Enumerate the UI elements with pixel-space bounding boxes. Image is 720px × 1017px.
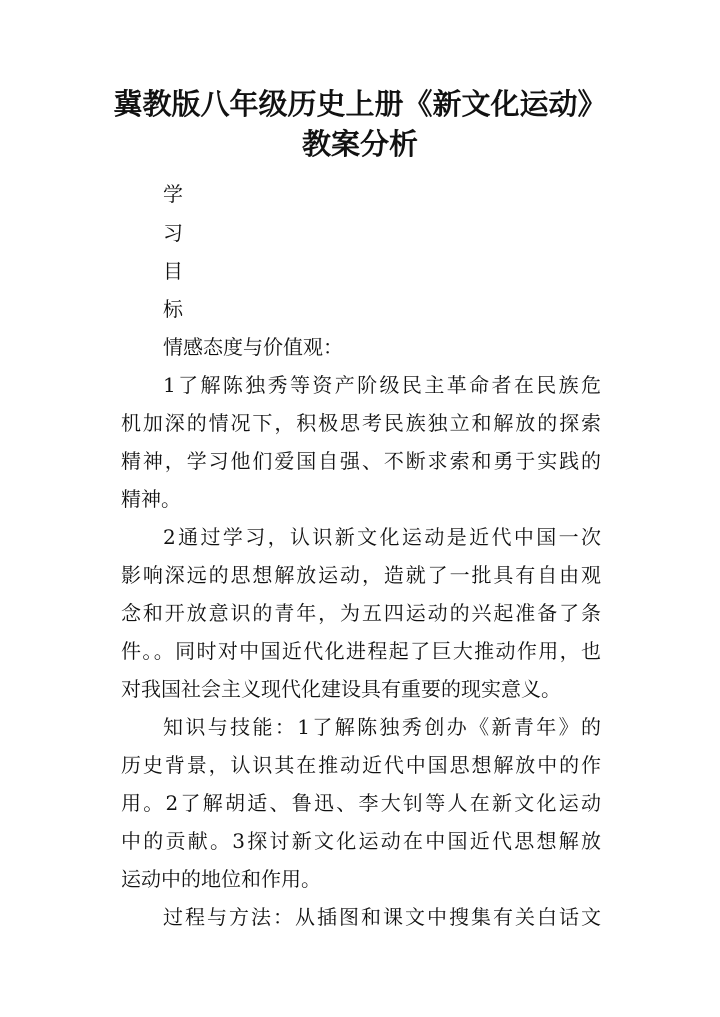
body-text-line: 用。2了解胡适、鲁迅、李大钊等人在新文化运动	[121, 791, 601, 815]
document-title-line-1: 冀教版八年级历史上册《新文化运动》	[113, 87, 607, 121]
section-heading-char: 目	[163, 259, 183, 283]
body-text-line: 精神。	[121, 487, 181, 511]
body-text-line: 过程与方法：从插图和课文中搜集有关白话文	[163, 905, 601, 929]
subheading-emotion-values: 情感态度与价值观：	[163, 335, 343, 359]
body-text-line: 历史背景，认识其在推动近代中国思想解放中的作	[121, 753, 601, 777]
body-text-line: 精神，学习他们爱国自强、不断求索和勇于实践的	[121, 449, 601, 473]
document-title-line-2: 教案分析	[301, 127, 418, 161]
body-text-line: 1了解陈独秀等资产阶级民主革命者在民族危	[163, 373, 601, 397]
body-text-line: 运动中的地位和作用。	[121, 867, 321, 891]
section-heading-char: 标	[163, 297, 183, 321]
body-text-line: 2通过学习，认识新文化运动是近代中国一次	[163, 525, 601, 549]
section-heading-char: 学	[163, 182, 183, 206]
body-text-line: 影响深远的思想解放运动，造就了一批具有自由观	[121, 563, 601, 587]
body-text-line: 中的贡献。3探讨新文化运动在中国近代思想解放	[121, 829, 601, 853]
body-text-line: 对我国社会主义现代化建设具有重要的现实意义。	[121, 677, 561, 701]
section-heading-char: 习	[163, 221, 183, 245]
body-text-line: 念和开放意识的青年，为五四运动的兴起准备了条	[121, 601, 601, 625]
body-text-line: 机加深的情况下，积极思考民族独立和解放的探索	[121, 411, 601, 435]
body-text-line: 件。。同时对中国近代化进程起了巨大推动作用，也	[121, 639, 601, 663]
body-text-line: 知识与技能：1了解陈独秀创办《新青年》的	[163, 715, 601, 739]
